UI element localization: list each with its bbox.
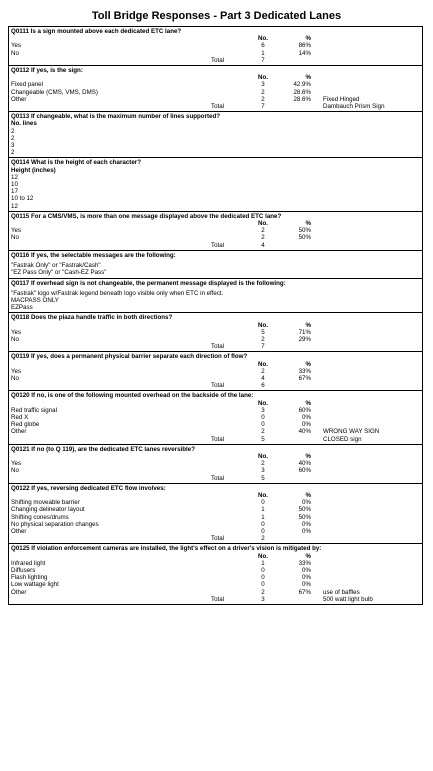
total-row <box>11 57 420 64</box>
question-text: Q0114 What is the height of each character? <box>11 159 141 167</box>
row-count: 0 <box>261 413 265 421</box>
total-count: 7 <box>261 103 265 111</box>
question-section-q0118 <box>9 312 422 351</box>
row-label: Red X <box>11 413 29 421</box>
response-line: 3 <box>11 142 15 150</box>
question-section-q0114 <box>9 157 422 210</box>
row-count: 3 <box>261 406 265 414</box>
row-percent: 0% <box>302 499 311 507</box>
row-count: 0 <box>261 574 265 582</box>
table-row <box>11 560 420 567</box>
response-line: MACPASS ONLY <box>11 296 59 304</box>
row-label: Diffusers <box>11 567 36 575</box>
row-count: 2 <box>261 588 265 596</box>
row-label: Low wattage light <box>11 581 59 589</box>
response-line: "Fastrak Only" or "Fastrak/Cash" <box>11 262 101 270</box>
row-percent: 33% <box>298 559 311 567</box>
table-row <box>11 375 420 382</box>
row-count: 1 <box>261 559 265 567</box>
header-percent: % <box>305 74 311 82</box>
response-line: 12 <box>11 173 18 181</box>
total-label: Total <box>211 435 225 443</box>
table-row <box>11 506 420 513</box>
total-count: 2 <box>261 535 265 543</box>
table-row <box>11 460 420 467</box>
table-row <box>11 574 420 581</box>
row-label: No <box>11 467 19 475</box>
header-no: No. <box>258 321 268 329</box>
response-line: 2 <box>11 127 15 135</box>
row-count: 0 <box>261 567 265 575</box>
row-percent: 0% <box>302 528 311 535</box>
row-label: No physical separation changes <box>11 520 99 528</box>
header-percent: % <box>305 399 311 407</box>
total-count: 3 <box>261 595 265 603</box>
total-count: 7 <box>261 56 265 64</box>
column-header-row <box>11 400 420 407</box>
row-percent: 42.9% <box>293 81 311 89</box>
table-row <box>11 227 420 234</box>
row-count: 2 <box>261 367 265 375</box>
table-row <box>11 528 420 535</box>
row-count: 2 <box>261 428 265 436</box>
question-text: Q0119 If yes, does a permanent physical barrier separate each direction of flow? <box>11 353 248 361</box>
question-section-q0125 <box>9 543 422 604</box>
row-note: use of baffles <box>323 588 360 596</box>
question-section-q0122 <box>9 483 422 544</box>
row-label: Infrared light <box>11 559 46 567</box>
total-label: Total <box>211 241 225 249</box>
column-header-row <box>11 220 420 227</box>
table-row <box>11 499 420 506</box>
row-percent: 67% <box>298 374 311 382</box>
page-title: Toll Bridge Responses - Part 3 Dedicated Lanes <box>91 10 342 22</box>
row-percent: 40% <box>298 460 311 468</box>
row-percent: 50% <box>298 227 311 235</box>
row-label: Yes <box>11 227 22 235</box>
row-percent: 86% <box>298 42 311 50</box>
header-percent: % <box>305 360 311 368</box>
row-label: Red traffic signal <box>11 406 57 414</box>
column-header-row <box>11 35 420 42</box>
question-text: Q0115 For a CMS/VMS, is more than one message displayed above the dedicated ETC lane? <box>11 212 282 220</box>
row-count: 1 <box>261 506 265 514</box>
table-row <box>11 581 420 588</box>
survey-table <box>8 26 423 605</box>
row-percent: 29% <box>298 335 311 343</box>
row-label: Other <box>11 95 27 103</box>
table-row <box>11 414 420 421</box>
question-section-q0120 <box>9 390 422 443</box>
table-row <box>11 514 420 521</box>
response-line: 2 <box>11 134 15 142</box>
row-percent: 0% <box>302 567 311 575</box>
row-label: No <box>11 49 19 57</box>
header-no: No. <box>258 360 268 368</box>
question-text: Q0113 If changeable, what is the maximum number of lines supported? <box>11 113 221 121</box>
row-label: No <box>11 335 19 343</box>
row-count: 1 <box>261 513 265 521</box>
row-count: 2 <box>261 460 265 468</box>
response-line: 17 <box>11 188 18 196</box>
row-label: Changeable (CMS, VMS, DMS) <box>11 88 98 96</box>
response-line: "Fastrak" logo w/Fastrak legend beneath logo visible only when ETC in effect. <box>11 289 224 297</box>
table-row <box>11 96 420 103</box>
response-line: EZPass <box>11 304 33 312</box>
total-row <box>11 475 420 482</box>
total-note: CLOSED sign <box>323 435 362 443</box>
row-count: 2 <box>261 335 265 343</box>
row-percent: 71% <box>298 328 311 336</box>
question-text: Q0121 If no (to Q 119), are the dedicated ETC lanes reversible? <box>11 445 195 453</box>
row-label: Other <box>11 588 27 596</box>
table-row <box>11 368 420 375</box>
question-section-q0116 <box>9 250 422 278</box>
row-label: Other <box>11 528 27 535</box>
table-row <box>11 234 420 241</box>
question-text: Q0122 If yes, reversing dedicated ETC flow involves: <box>11 484 166 492</box>
total-note: Dambauch Prism Sign <box>323 103 385 111</box>
total-count: 5 <box>261 474 265 482</box>
question-section-q0117 <box>9 278 422 313</box>
row-label: Shifting moveable barrier <box>11 499 80 507</box>
table-row <box>11 428 420 435</box>
total-row <box>11 436 420 443</box>
row-percent: 50% <box>298 513 311 521</box>
row-count: 0 <box>261 581 265 589</box>
row-note: Fixed Hinged <box>323 95 360 103</box>
total-row <box>11 343 420 350</box>
row-count: 2 <box>261 95 265 103</box>
table-row <box>11 567 420 574</box>
table-row <box>11 467 420 474</box>
column-header-row <box>11 322 420 329</box>
question-text: Q0112 If yes, is the sign: <box>11 67 83 75</box>
row-count: 1 <box>261 49 265 57</box>
table-row <box>11 521 420 528</box>
row-label: Changing delineator layout <box>11 506 85 514</box>
row-count: 4 <box>261 374 265 382</box>
row-count: 0 <box>261 421 265 429</box>
total-count: 7 <box>261 343 265 351</box>
header-no: No. <box>258 491 268 499</box>
response-line: 10 <box>11 181 18 189</box>
column-header-row <box>11 492 420 499</box>
row-count: 6 <box>261 42 265 50</box>
total-label: Total <box>211 56 225 64</box>
subheading: Height (inches) <box>11 166 56 174</box>
row-percent: 50% <box>298 234 311 242</box>
table-row <box>11 336 420 343</box>
row-count: 0 <box>261 520 265 528</box>
question-section-q0111 <box>9 27 422 65</box>
row-percent: 0% <box>302 520 311 528</box>
response-line: "EZ Pass Only" or "Cash-EZ Pass" <box>11 269 107 277</box>
row-count: 5 <box>261 328 265 336</box>
row-percent: 28.6% <box>293 88 311 96</box>
total-count: 5 <box>261 435 265 443</box>
row-count: 0 <box>261 528 265 535</box>
header-no: No. <box>258 452 268 460</box>
row-percent: 0% <box>302 574 311 582</box>
subheading: No. lines <box>11 120 37 128</box>
table-row <box>11 329 420 336</box>
response-line: 12 <box>11 202 18 210</box>
header-percent: % <box>305 552 311 560</box>
header-no: No. <box>258 74 268 82</box>
question-text: Q0118 Does the plaza handle traffic in both directions? <box>11 314 173 322</box>
row-percent: 0% <box>302 581 311 589</box>
row-count: 3 <box>261 81 265 89</box>
row-label: Red globe <box>11 421 40 429</box>
total-label: Total <box>211 382 225 390</box>
column-header-row <box>11 453 420 460</box>
header-no: No. <box>258 220 268 228</box>
row-percent: 0% <box>302 413 311 421</box>
header-no: No. <box>258 35 268 43</box>
table-row <box>11 42 420 49</box>
row-count: 0 <box>261 499 265 507</box>
question-text: Q0117 If overhead sign is not changeable, the permanent message displayed is the following: <box>11 279 286 287</box>
total-count: 6 <box>261 382 265 390</box>
question-text: Q0116 If yes, the selectable messages are the following: <box>11 251 176 259</box>
row-percent: 50% <box>298 506 311 514</box>
total-label: Total <box>211 535 225 543</box>
column-header-row <box>11 361 420 368</box>
question-section-q0113 <box>9 111 422 157</box>
row-percent: 40% <box>298 428 311 436</box>
table-row <box>11 81 420 88</box>
total-label: Total <box>211 474 225 482</box>
row-label: No <box>11 374 19 382</box>
question-section-q0115 <box>9 211 422 250</box>
total-label: Total <box>211 103 225 111</box>
row-percent: 60% <box>298 467 311 475</box>
total-row <box>11 535 420 542</box>
header-no: No. <box>258 399 268 407</box>
table-row <box>11 89 420 96</box>
row-label: Flash lighting <box>11 574 48 582</box>
column-header-row <box>11 74 420 81</box>
row-label: Yes <box>11 460 22 468</box>
row-percent: 67% <box>298 588 311 596</box>
row-count: 2 <box>261 234 265 242</box>
total-label: Total <box>211 343 225 351</box>
row-label: Other <box>11 428 27 436</box>
total-label: Total <box>211 595 225 603</box>
row-count: 2 <box>261 227 265 235</box>
row-note: WRONG WAY SIGN <box>323 428 380 436</box>
header-percent: % <box>305 491 311 499</box>
question-text: Q0120 If no, is one of the following mounted overhead on the backside of the lane: <box>11 392 254 400</box>
question-text: Q0111 Is a sign mounted above each dedicated ETC lane? <box>11 28 182 35</box>
row-label: Fixed panel <box>11 81 43 89</box>
total-row <box>11 242 420 249</box>
row-percent: 14% <box>298 49 311 57</box>
question-section-q0112 <box>9 65 422 111</box>
total-row <box>11 596 420 603</box>
header-percent: % <box>305 321 311 329</box>
table-row <box>11 421 420 428</box>
column-header-row <box>11 553 420 560</box>
row-percent: 28.6% <box>293 95 311 103</box>
total-note: 500 watt light bulb <box>323 595 373 603</box>
row-count: 3 <box>261 467 265 475</box>
response-line: 10 to 12 <box>11 195 34 203</box>
question-section-q0119 <box>9 351 422 390</box>
header-percent: % <box>305 35 311 43</box>
response-line: 2 <box>11 149 15 157</box>
total-row <box>11 103 420 110</box>
table-row <box>11 589 420 596</box>
header-no: No. <box>258 552 268 560</box>
table-row <box>11 407 420 414</box>
row-percent: 0% <box>302 421 311 429</box>
row-count: 2 <box>261 88 265 96</box>
total-count: 4 <box>261 241 265 249</box>
row-label: Yes <box>11 42 22 50</box>
row-percent: 33% <box>298 367 311 375</box>
row-label: No <box>11 234 19 242</box>
header-percent: % <box>305 452 311 460</box>
question-text: Q0125 If violation enforcement cameras are installed, the light's effect on a driver's vision is mitigated by: <box>11 545 322 553</box>
table-row <box>11 50 420 57</box>
row-label: Shifting cones/drums <box>11 513 69 521</box>
row-percent: 60% <box>298 406 311 414</box>
header-percent: % <box>305 220 311 228</box>
question-section-q0121 <box>9 444 422 483</box>
row-label: Yes <box>11 328 22 336</box>
total-row <box>11 382 420 389</box>
row-label: Yes <box>11 367 22 375</box>
